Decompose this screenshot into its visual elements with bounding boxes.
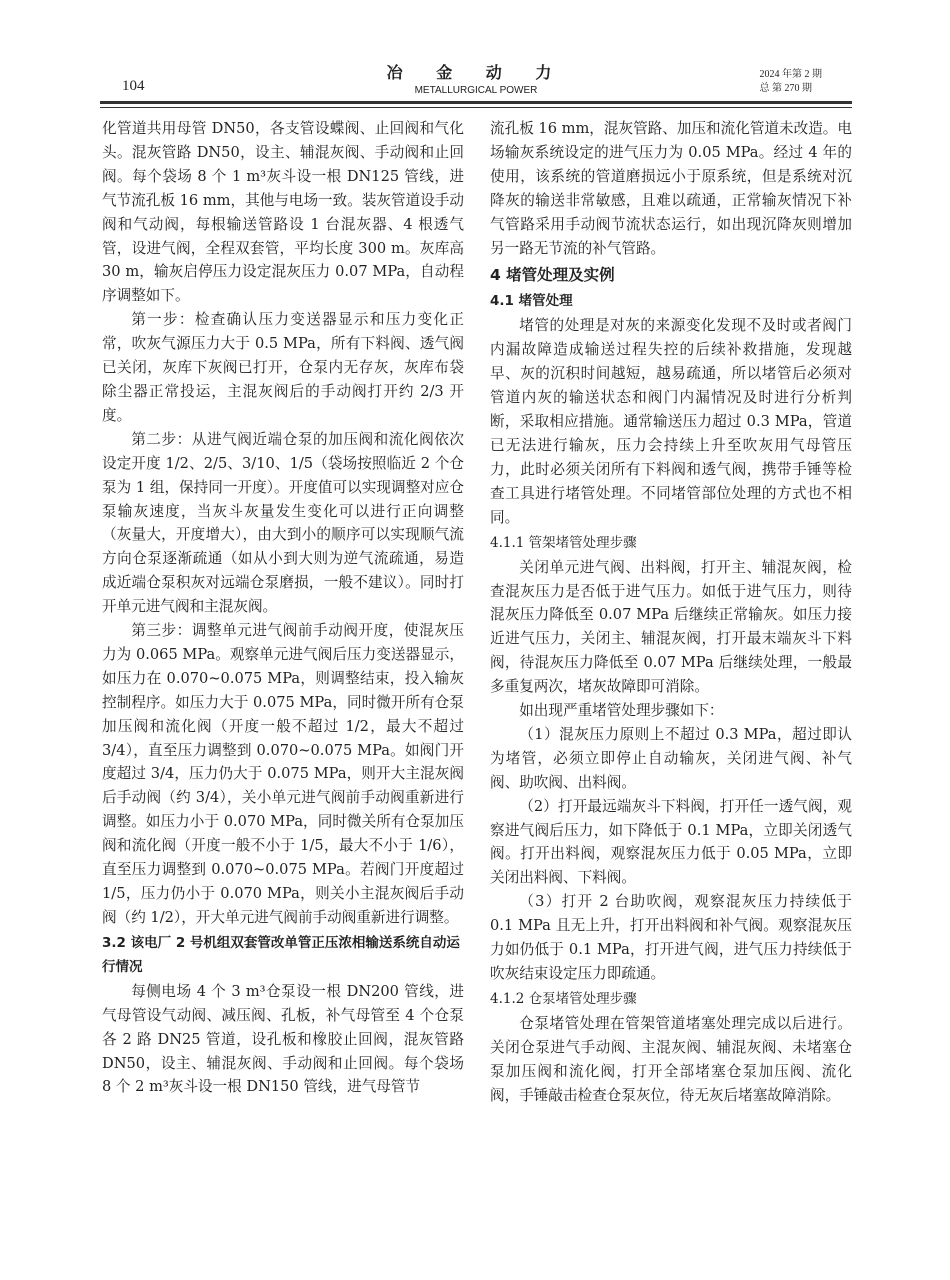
journal-title-zh: 冶 金 动 力 bbox=[386, 63, 566, 82]
paragraph: 关闭单元进气阀、出料阀，打开主、辅混灰阀，检查混灰压力是否低于进气压力。如低于进气压力，则待混灰压力降低至 0.07 MPa 后继续正常输灰。如压力接近进气压力，关闭主、辅混灰阀，打开最末端灰斗下料阀，待混灰压力降低至 0.07 MPa 后继续处理，一般最多重复两次，堵灰故障即可消除。 bbox=[490, 558, 852, 696]
paragraph: 如出现严重堵管处理步骤如下： bbox=[519, 702, 724, 720]
page-header bbox=[100, 64, 852, 98]
paragraph-step-3: 第三步：调整单元进气阀前手动阀开度，使混灰压力为 0.065 MPa。观察单元进气阀后压力变送器显示，如压力在 0.070~0.075 MPa，则调整结束，投入输灰控制程序。如压力大于 0.075 MPa，同时微开所有仓泵加压阀和流化阀（开度一般不超过 1/2，最大不超过 3/4），直至压力调整到 0.070~0.075 MPa。如阀门开度超过 3/4，压力仍大于 0.075 MPa，则开大主混灰阀后手动阀（约 3/4），关小单元进气阀前手动阀重新进行调整。如压力小于 0.070 MPa，同时微关所有仓泵加压阀和流化阀（开度一般不小于 1/5，最大不小于 1/6），直至压力调整到 0.070~0.075 MPa。若阀门开度超过 1/5，压力仍小于 0.070 MPa，则关小主混灰阀后手动阀（约 1/2），开大单元进气阀前手动阀重新进行调整。 bbox=[102, 622, 464, 926]
journal-title-en: METALLURGICAL POWER bbox=[414, 85, 538, 96]
list-item: （3）打开 2 台助吹阀，观察混灰压力持续低于 0.1 MPa 且无上升，打开出料阀和补气阀。观察混灰压力如仍低于 0.1 MPa，打开进气阀，进气压力持续低于吹灰结束设定压力即疏通。 bbox=[490, 893, 852, 982]
page-number: 104 bbox=[122, 78, 145, 94]
paragraph: 流孔板 16 mm，混灰管路、加压和流化管道未改造。电场输灰系统设定的进气压力为 0.05 MPa。经过 4 年的使用，该系统的管道磨损远小于原系统，但是系统对沉降灰的输送非常敏感，且难以疏通，正常输灰情况下补气管路采用手动阀节流状态运行，如出现沉降灰则增加另一路无节流的补气管路。 bbox=[490, 120, 852, 257]
section-heading-4: 4 堵管处理及实例 bbox=[490, 266, 615, 285]
section-heading-4-1: 4.1 堵管处理 bbox=[490, 293, 573, 310]
right-column bbox=[490, 117, 852, 1108]
paragraph: 化管道共用母管 DN50，各支管设蝶阀、止回阀和气化头。混灰管路 DN50，设主、辅混灰阀、手动阀和止回阀。每个袋场 8 个 1 m³灰斗设一根 DN125 管线，进气节流孔板 16 mm，其他与电场一致。装灰管道设手动阀和气动阀，每根输送管路设 1 台混灰器、4 根透气管，设进气阀，全程双套管，平均长度 300 m。灰库高 30 m，输灰启停压力设定混灰压力 0.07 MPa，自动程序调整如下。 bbox=[102, 120, 464, 305]
header-rule-thick bbox=[100, 101, 852, 104]
paragraph: 每侧电场 4 个 3 m³仓泵设一根 DN200 管线，进气母管设气动阀、减压阀、孔板，补气母管至 4 个仓泵各 2 路 DN25 管道，设孔板和橡胶止回阀，混灰管路 DN50，设主、辅混灰阀、手动阀和止回阀。每个袋场 8 个 2 m³灰斗设一根 DN150 管线，进气母管节 bbox=[102, 982, 464, 1096]
issue-year: 2024 年第 2 期 bbox=[759, 69, 822, 80]
section-heading-3-2: 3.2 该电厂 2 号机组双套管改单管正压浓相输送系统自动运行情况 bbox=[102, 934, 460, 975]
issue-total: 总 第 270 期 bbox=[759, 83, 812, 94]
paragraph: 仓泵堵管处理在管架管道堵塞处理完成以后进行。关闭仓泵进气手动阀、主混灰阀、辅混灰阀、未堵塞仓泵加压阀和流化阀，打开全部堵塞仓泵加压阀、流化阀，手锤敲击检查仓泵灰位，待无灰后堵塞故障消除。 bbox=[490, 1014, 852, 1104]
list-item: （2）打开最远端灰斗下料阀，打开任一透气阀，观察进气阀后压力，如下降低于 0.1 MPa，立即关闭透气阀。打开出料阀，观察混灰压力低于 0.05 MPa，立即关闭出料阀、下料阀。 bbox=[490, 797, 852, 887]
list-item: （1）混灰压力原则上不超过 0.3 MPa，超过即认为堵管，必须立即停止自动输灰，关闭进气阀、补气阀、助吹阀、出料阀。 bbox=[490, 725, 852, 791]
paragraph-step-2: 第二步：从进气阀近端仓泵的加压阀和流化阀依次设定开度 1/2、2/5、3/10、1/5（袋场按照临近 2 个仓泵为 1 组，保持同一开度）。开度值可以实现调整对应仓泵输灰速度，当灰斗灰量发生变化可以进行正向调整（灰量大，开度增大），由大到小的顺序可以实现顺气流方向仓泵逐渐疏通（如从小到大则为逆气流疏通，易造成近端仓泵积灰对远端仓泵磨损，一般不建议）。同时打开单元进气阀和主混灰阀。 bbox=[102, 430, 464, 616]
journal-title bbox=[100, 64, 852, 98]
issue-info bbox=[760, 68, 823, 96]
header-rule-thin bbox=[100, 107, 852, 108]
section-heading-4-1-1: 4.1.1 管架堵管处理步骤 bbox=[490, 534, 637, 551]
paragraph: 堵管的处理是对灰的来源变化发现不及时或者阀门内漏故障造成输送过程失控的后续补救措施，发现越早、灰的沉积时间越短，越易疏通，所以堵管后必须对管道内灰的输送状态和阀门内漏情况及时进行分析判断，采取相应措施。通常输送压力超过 0.3 MPa，管道已无法进行输灰，压力会持续上升至吹灰用气母管压力，此时必须关闭所有下料阀和透气阀，携带手锤等检查工具进行堵管处理。不同堵管部位处理的方式也不相同。 bbox=[490, 317, 852, 526]
left-column bbox=[102, 117, 464, 1099]
section-heading-4-1-2: 4.1.2 仓泵堵管处理步骤 bbox=[490, 990, 637, 1007]
paragraph-step-1: 第一步：检查确认压力变送器显示和压力变化正常，吹灰气源压力大于 0.5 MPa，所有下料阀、透气阀已关闭，灰库下灰阀已打开，仓泵内无存灰，灰库布袋除尘器正常投运，主混灰阀后的手动阀打开约 2/3 开度。 bbox=[102, 311, 464, 424]
